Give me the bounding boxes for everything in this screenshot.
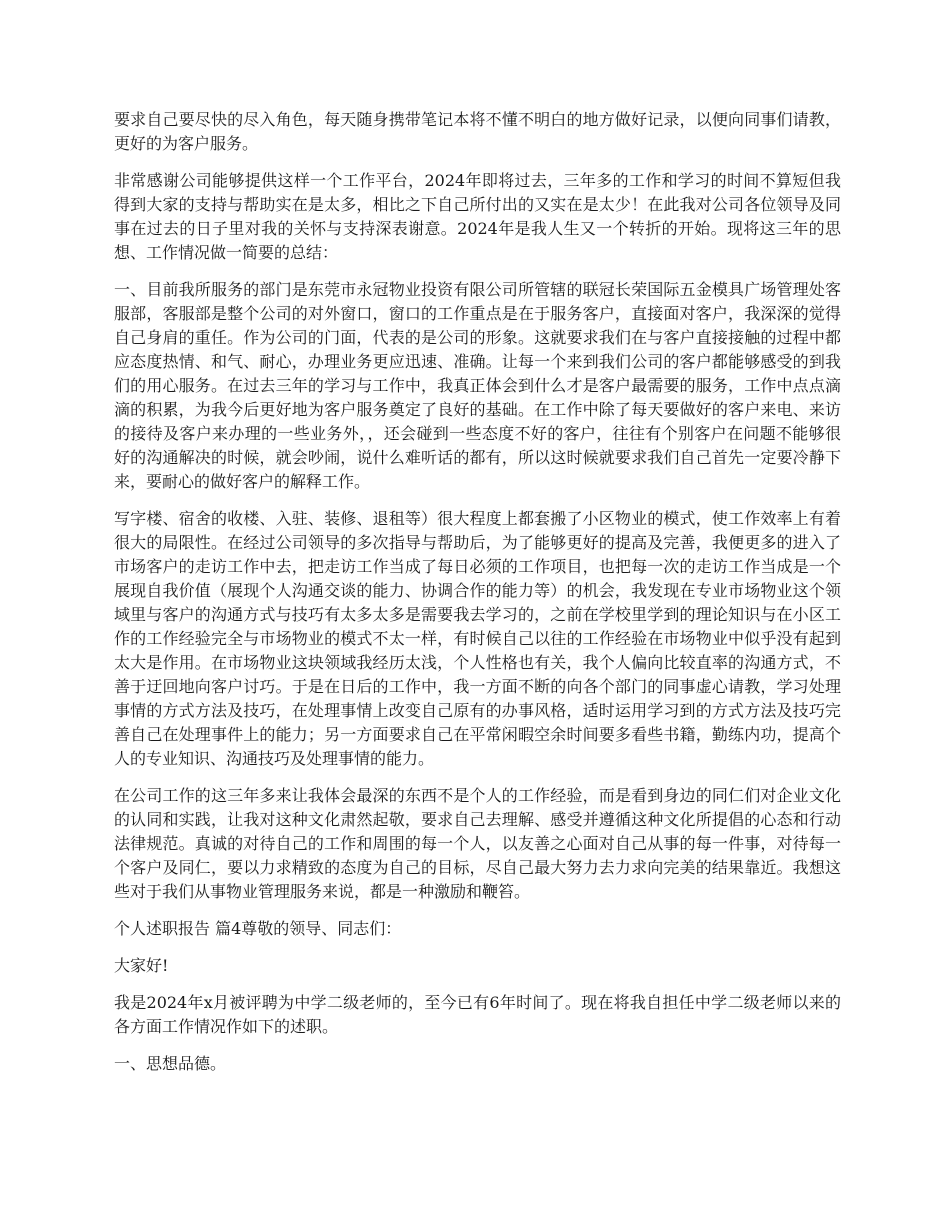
report-heading: 个人述职报告 篇4尊敬的领导、同志们：	[114, 919, 402, 938]
section-heading: 一、思想品德。	[114, 1054, 227, 1073]
paragraph-5: 在公司工作的这三年多来让我体会最深的东西不是个人的工作经验，而是看到身边的同仁们对企业文化的认同和实践，让我对这种文化肃然起敬，要求自己去理解、感受并遵循这种文化所提倡的心态和行动法律规范。真诚的对待自己的工作和周围的每一个人，以友善之心面对自己从事的每一件事，对待每一个客户及同仁，要以力求精致的态度为自己的目标，尽自己最大努力去力求向完美的结果靠近。我想这些对于我们从事物业管理服务来说，都是一种激励和鞭笞。	[114, 786, 841, 901]
paragraph-4: 写字楼、宿舍的收楼、入驻、装修、退租等）很大程度上都套搬了小区物业的模式，使工作效率上有着很大的局限性。在经过公司领导的多次指导与帮助后，为了能够更好的提高及完善，我便更多的进入了市场客户的走访工作中去，把走访工作当成了每日必须的工作项目，也把每一次的走访工作当成是一个展现自我价值（展现个人沟通交谈的能力、协调合作的能力等）的机会，我发现在专业市场物业这个领域里与客户的沟通方式与技巧有太多太多是需要我去学习的，之前在学校里学到的理论知识与在小区工作的工作经验完全与市场物业的模式不太一样，有时候自己以往的工作经验在市场物业中似乎没有起到太大是作用。在市场物业这块领域我经历太浅，个人性格也有关，我个人偏向比较直率的沟通方式，不善于迂回地向客户讨巧。于是在日后的工作中，我一方面不断的向各个部门的同事虚心请教，学习处理事情的方式方法及技巧，在处理事情上改变自己原有的办事风格，适时运用学习到的方式方法及技巧完善自己在处理事件上的能力；另一方面要求自己在平常闲暇空余时间要多看些书籍，勤练内功，提高个人的专业知识、沟通技巧及处理事情的能力。	[114, 509, 841, 768]
document-page	[114, 108, 841, 1089]
paragraph-3: 一、目前我所服务的部门是东莞市永冠物业投资有限公司所管辖的联冠长荣国际五金模具广场管理处客服部，客服部是整个公司的对外窗口，窗口的工作重点是在于服务客户，直接面对客户，我深深的觉得自己身肩的重任。作为公司的门面，代表的是公司的形象。这就要求我们在与客户直接接触的过程中都应态度热情、和气、耐心，办理业务更应迅速、准确。让每一个来到我们公司的客户都能够感受的到我们的用心服务。在过去三年的学习与工作中，我真正体会到什么才是客户最需要的服务，工作中点点滴滴的积累，为我今后更好地为客户服务奠定了良好的基础。在工作中除了每天要做好的客户来电、来访的接待及客户来办理的一些业务外，，还会碰到一些态度不好的客户，往往有个别客户在问题不能够很好的沟通解决的时候，就会吵闹，说什么难听话的都有，所以这时候就要求我们自己首先一定要冷静下来，要耐心的做好客户的解释工作。	[114, 280, 841, 491]
paragraph-1: 要求自己要尽快的尽入角色，每天随身携带笔记本将不懂不明白的地方做好记录，以便向同事们请教，更好的为客户服务。	[114, 110, 841, 153]
paragraph-2: 非常感谢公司能够提供这样一个工作平台，2024年即将过去，三年多的工作和学习的时间不算短但我得到大家的支持与帮助实在是太多，相比之下自己所付出的又实在是太少！在此我对公司各位领导及同事在过去的日子里对我的关怀与支持深表谢意。2024年是我人生又一个转折的开始。现将这三年的思想、工作情况做一简要的总结：	[114, 171, 841, 262]
greeting: 大家好!	[114, 956, 169, 975]
paragraph-intro: 我是2024年x月被评聘为中学二级老师的，至今已有6年时间了。现在将我自担任中学二级老师以来的各方面工作情况作如下的述职。	[114, 993, 841, 1036]
